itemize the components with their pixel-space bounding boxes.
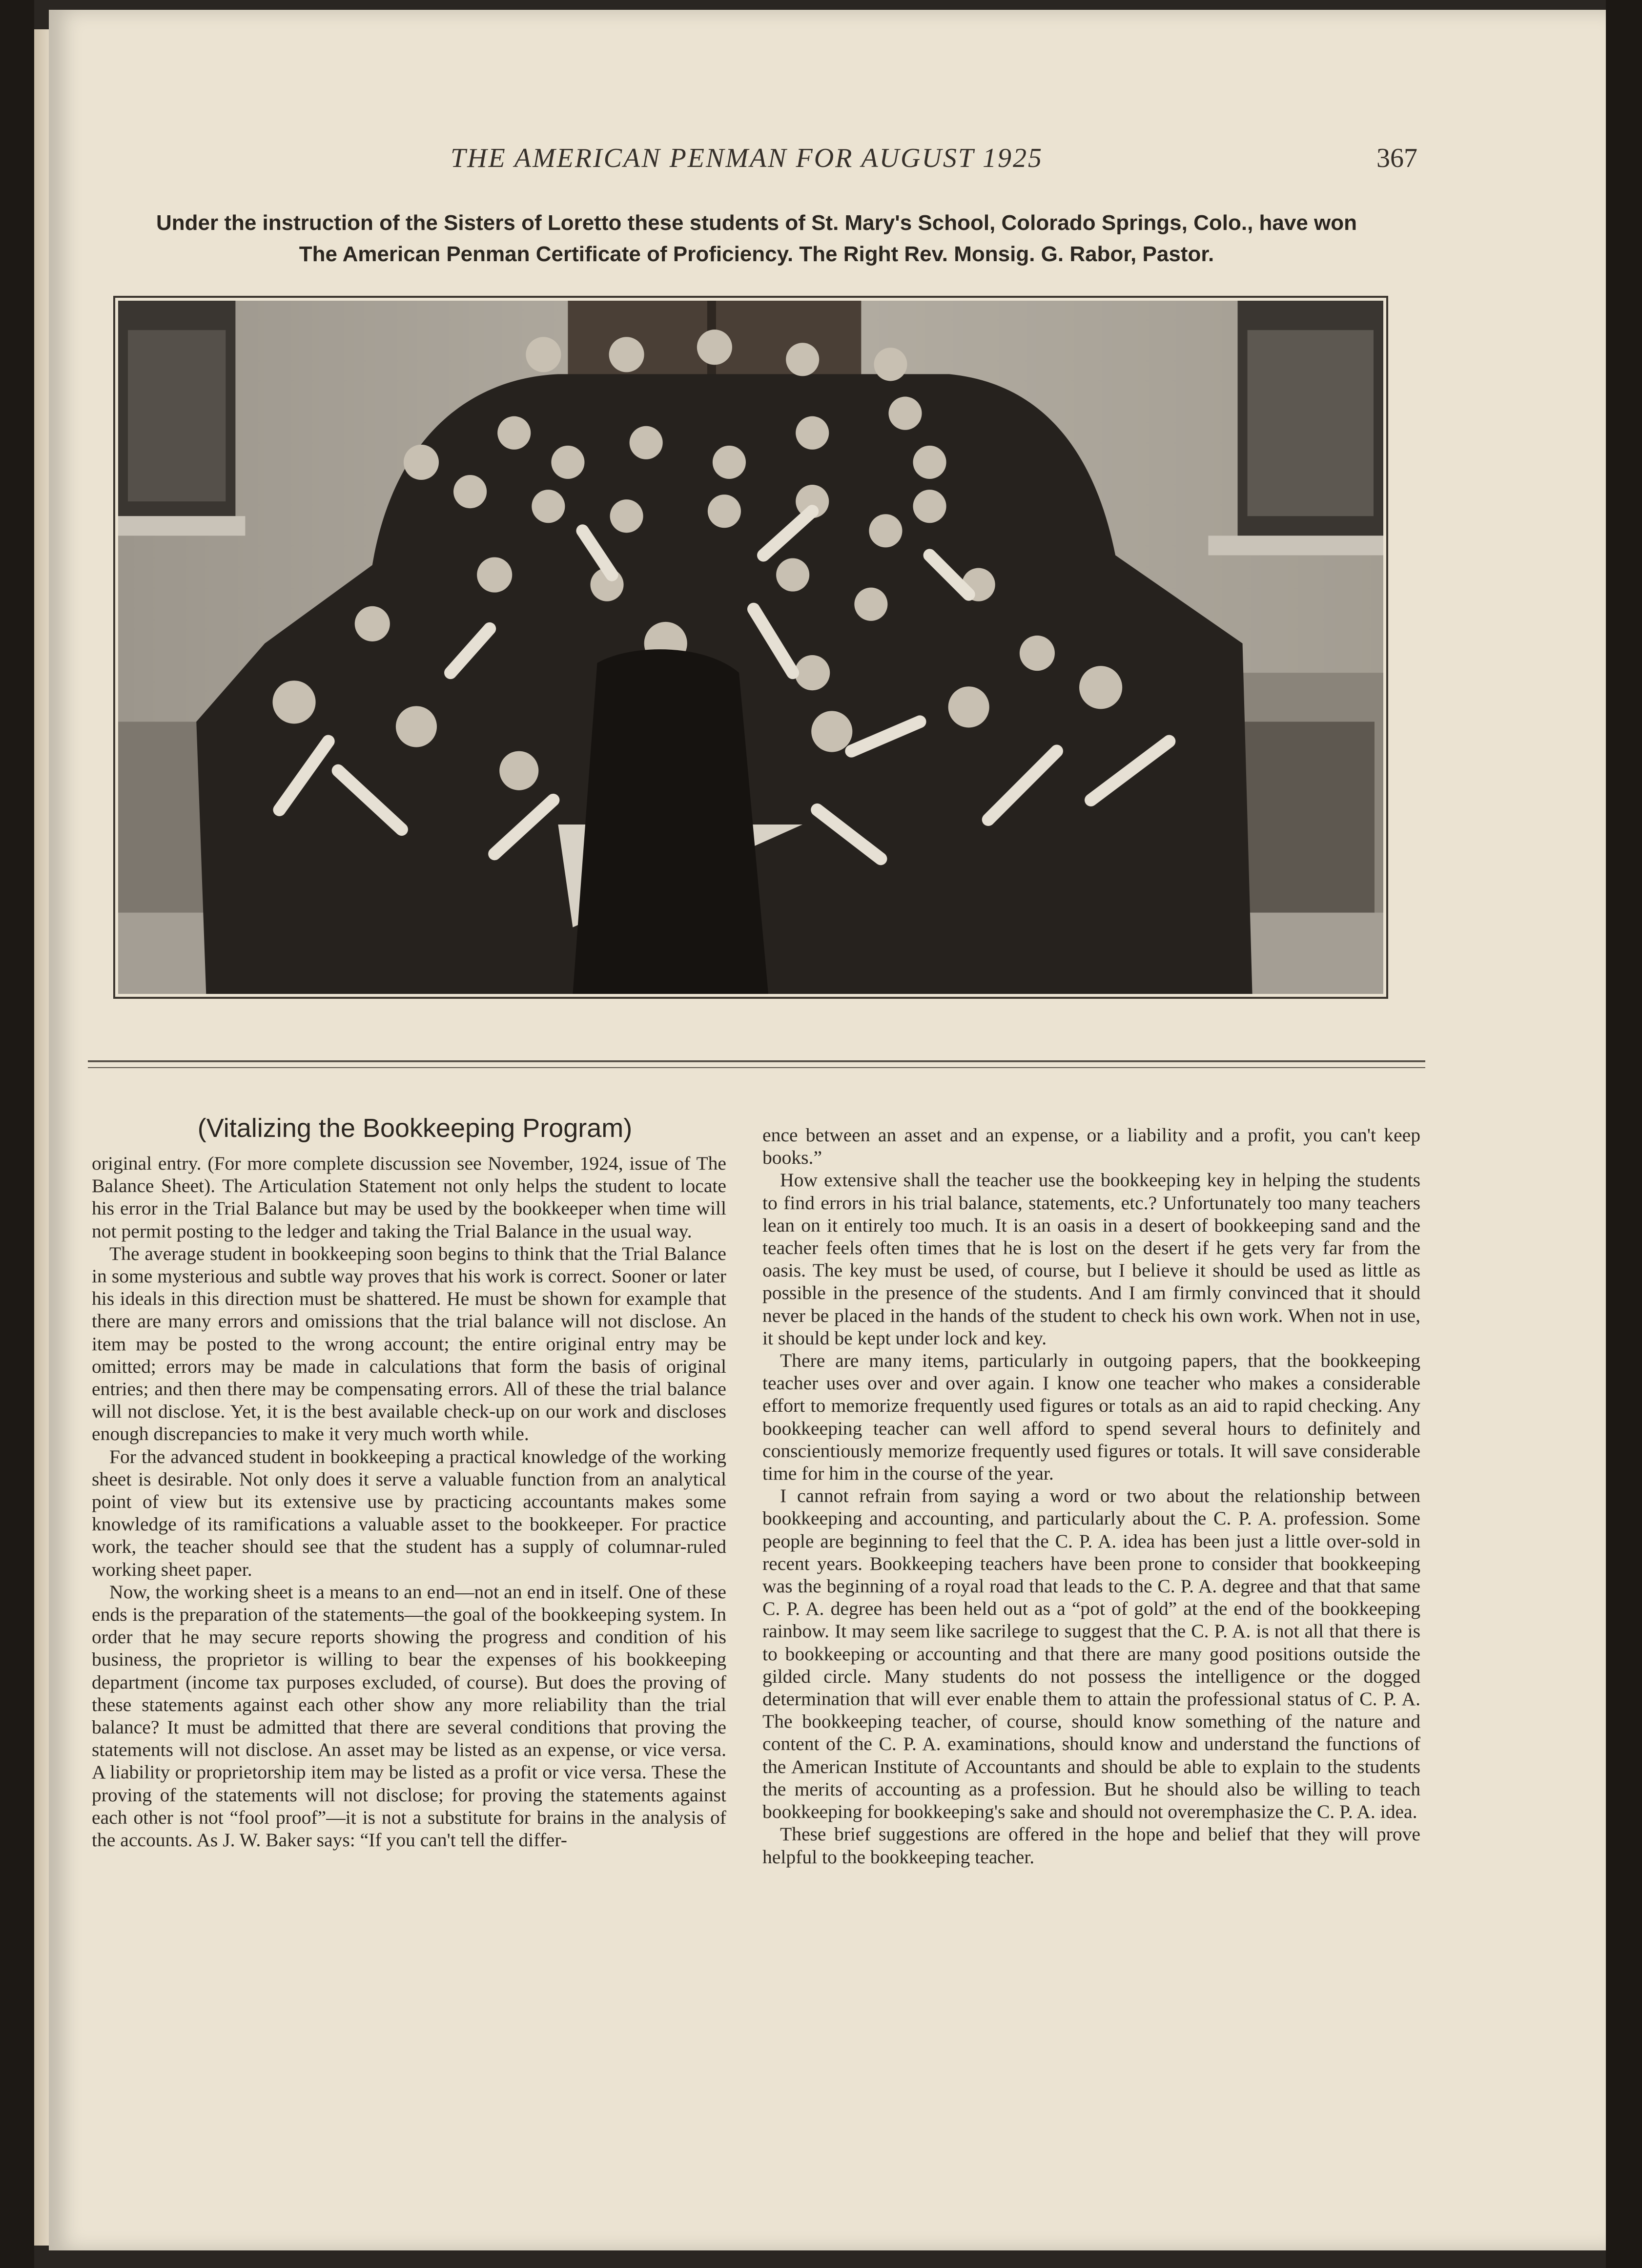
paragraph: ence between an asset and an expense, or a liability and a profit, you can't keep books.”: [762, 1124, 1420, 1169]
section-rule-thin: [88, 1067, 1425, 1068]
binding-shadow: [0, 0, 34, 2268]
article-column-left: [92, 1152, 726, 1851]
class-photograph: [118, 301, 1383, 994]
paragraph: Now, the working sheet is a means to an end—not an end in itself. One of these ends is the preparation of the statements—the goal of the bookkeeping system. In order that he may secure reports showing the progress and condition of his business, the proprietor is willing to bear the expenses of his bookkeeping department (income tax purposes excluded, of course). But does the proving of these statements against each other show any more reliability than the trial balance? It must be admitted that there are several conditions that proving the statements will not disclose. An asset may be listed as an expense, or vice versa. A liability or proprietorship item may be listed as a profit or vice versa. These the proving of the statements will not disclose; for proving the statements against each other is not “fool proof”—it is not a substitute for brains in the analysis of the accounts. As J. W. Baker says: “If you can't tell the differ-: [92, 1581, 726, 1851]
article-title: (Vitalizing the Bookkeeping Program): [197, 1113, 633, 1143]
photo-caption: [88, 207, 1425, 270]
paragraph: I cannot refrain from saying a word or two about the relationship between bookkeeping and accounting, and particularly about the C. P. A. profession. Some people are beginning to feel that the C. P. A. idea has been just a little over-sold in recent years. Bookkeeping teachers have been prone to consider that bookkeeping was the beginning of a royal road that leads to the C. P. A. degree and that that same C. P. A. degree has been held out as a “pot of gold” at the end of the bookkeeping rainbow. It may seem like sacrilege to suggest that the C. P. A. is not all that there is to bookkeeping or accounting and that there are many good positions outside the gilded circle. Many students do not possess the intelligence or the dogged determination that will ever enable them to attain the professional status of C. P. A. The bookkeeping teacher, of course, should know something of the nature and content of the C. P. A. examinations, should know and understand the functions of the American Institute of Accountants and should be able to explain to the students the merits of accounting as a profession. But he should also be willing to teach bookkeeping for bookkeeping's sake and should not overemphasize the C. P. A. idea.: [762, 1485, 1420, 1823]
page-number: 367: [1376, 143, 1417, 173]
paragraph: original entry. (For more complete discussion see November, 1924, issue of The Balance Sheet). The Articulation Statement not only helps the student to locate his error in the Trial Balance but may be used by the bookkeeper when time will not permit posting to the ledger and taking the Trial Balance in the usual way.: [92, 1153, 726, 1242]
paragraph: How extensive shall the teacher use the bookkeeping key in helping the students to find errors in his trial balance, statements, etc.? Unfortunately too many teachers lean on it entirely too much. It is an oasis in a desert of bookkeeping sand and the teacher feels often times that he is lost on the desert if he gets very far from the oasis. The key must be used, of course, but I believe it should be used as little as possible in the presence of the students. And I am firmly convinced that it should never be placed in the hands of the student to check his own work. When not in use, it should be kept under lock and key.: [762, 1169, 1420, 1349]
caption-line-2: The American Penman Certificate of Proficiency. The Right Rev. Monsig. G. Rabor, Pastor.: [299, 242, 1214, 266]
class-photograph-illustration: [118, 301, 1383, 994]
caption-line-1: Under the instruction of the Sisters of Loretto these students of St. Mary's School, Colorado Springs, Colo., have won: [156, 211, 1357, 235]
paragraph: There are many items, particularly in outgoing papers, that the bookkeeping teacher uses over and over again. I know one teacher who makes a considerable effort to memorize frequently used figures or totals as an aid to rapid checking. Any bookkeeping teacher can well afford to spend several hours to definitely and conscientiously memorize frequently used figures or totals. It will save considerable time for him in the course of the year.: [762, 1350, 1420, 1485]
photo-frame: [113, 296, 1388, 999]
running-title: THE AMERICAN PENMAN FOR AUGUST 1925: [450, 143, 1044, 173]
paragraph: The average student in bookkeeping soon begins to think that the Trial Balance in some mysterious and subtle way proves that his work is correct. Sooner or later his ideals in this direction must be shattered. He must be shown for example that there are many errors and omissions that the trial balance will not disclose. An item may be posted to the wrong account; the entire original entry may be omitted; errors may be made in calculations that form the basis of original entries; and then there may be compensating errors. All of these the trial balance will not disclose. Yet, it is the best available check-up on our work and discloses enough discrepancies to make it very much worth while.: [92, 1242, 726, 1445]
paragraph: For the advanced student in bookkeeping a practical knowledge of the working sheet is desirable. Not only does it serve a valuable function from an analytical point of view but its extensive use by practicing accountants makes some knowledge of its ramifications a valuable asset to the bookkeeper. For practice work, the teacher should see that the student has a supply of columnar-ruled working sheet paper.: [92, 1445, 726, 1580]
paragraph: These brief suggestions are offered in the hope and belief that they will prove helpful to the bookkeeping teacher.: [762, 1823, 1420, 1868]
section-rule-thick: [88, 1060, 1425, 1062]
scan-border: [1606, 0, 1642, 2268]
article-column-right: [762, 1124, 1420, 1868]
